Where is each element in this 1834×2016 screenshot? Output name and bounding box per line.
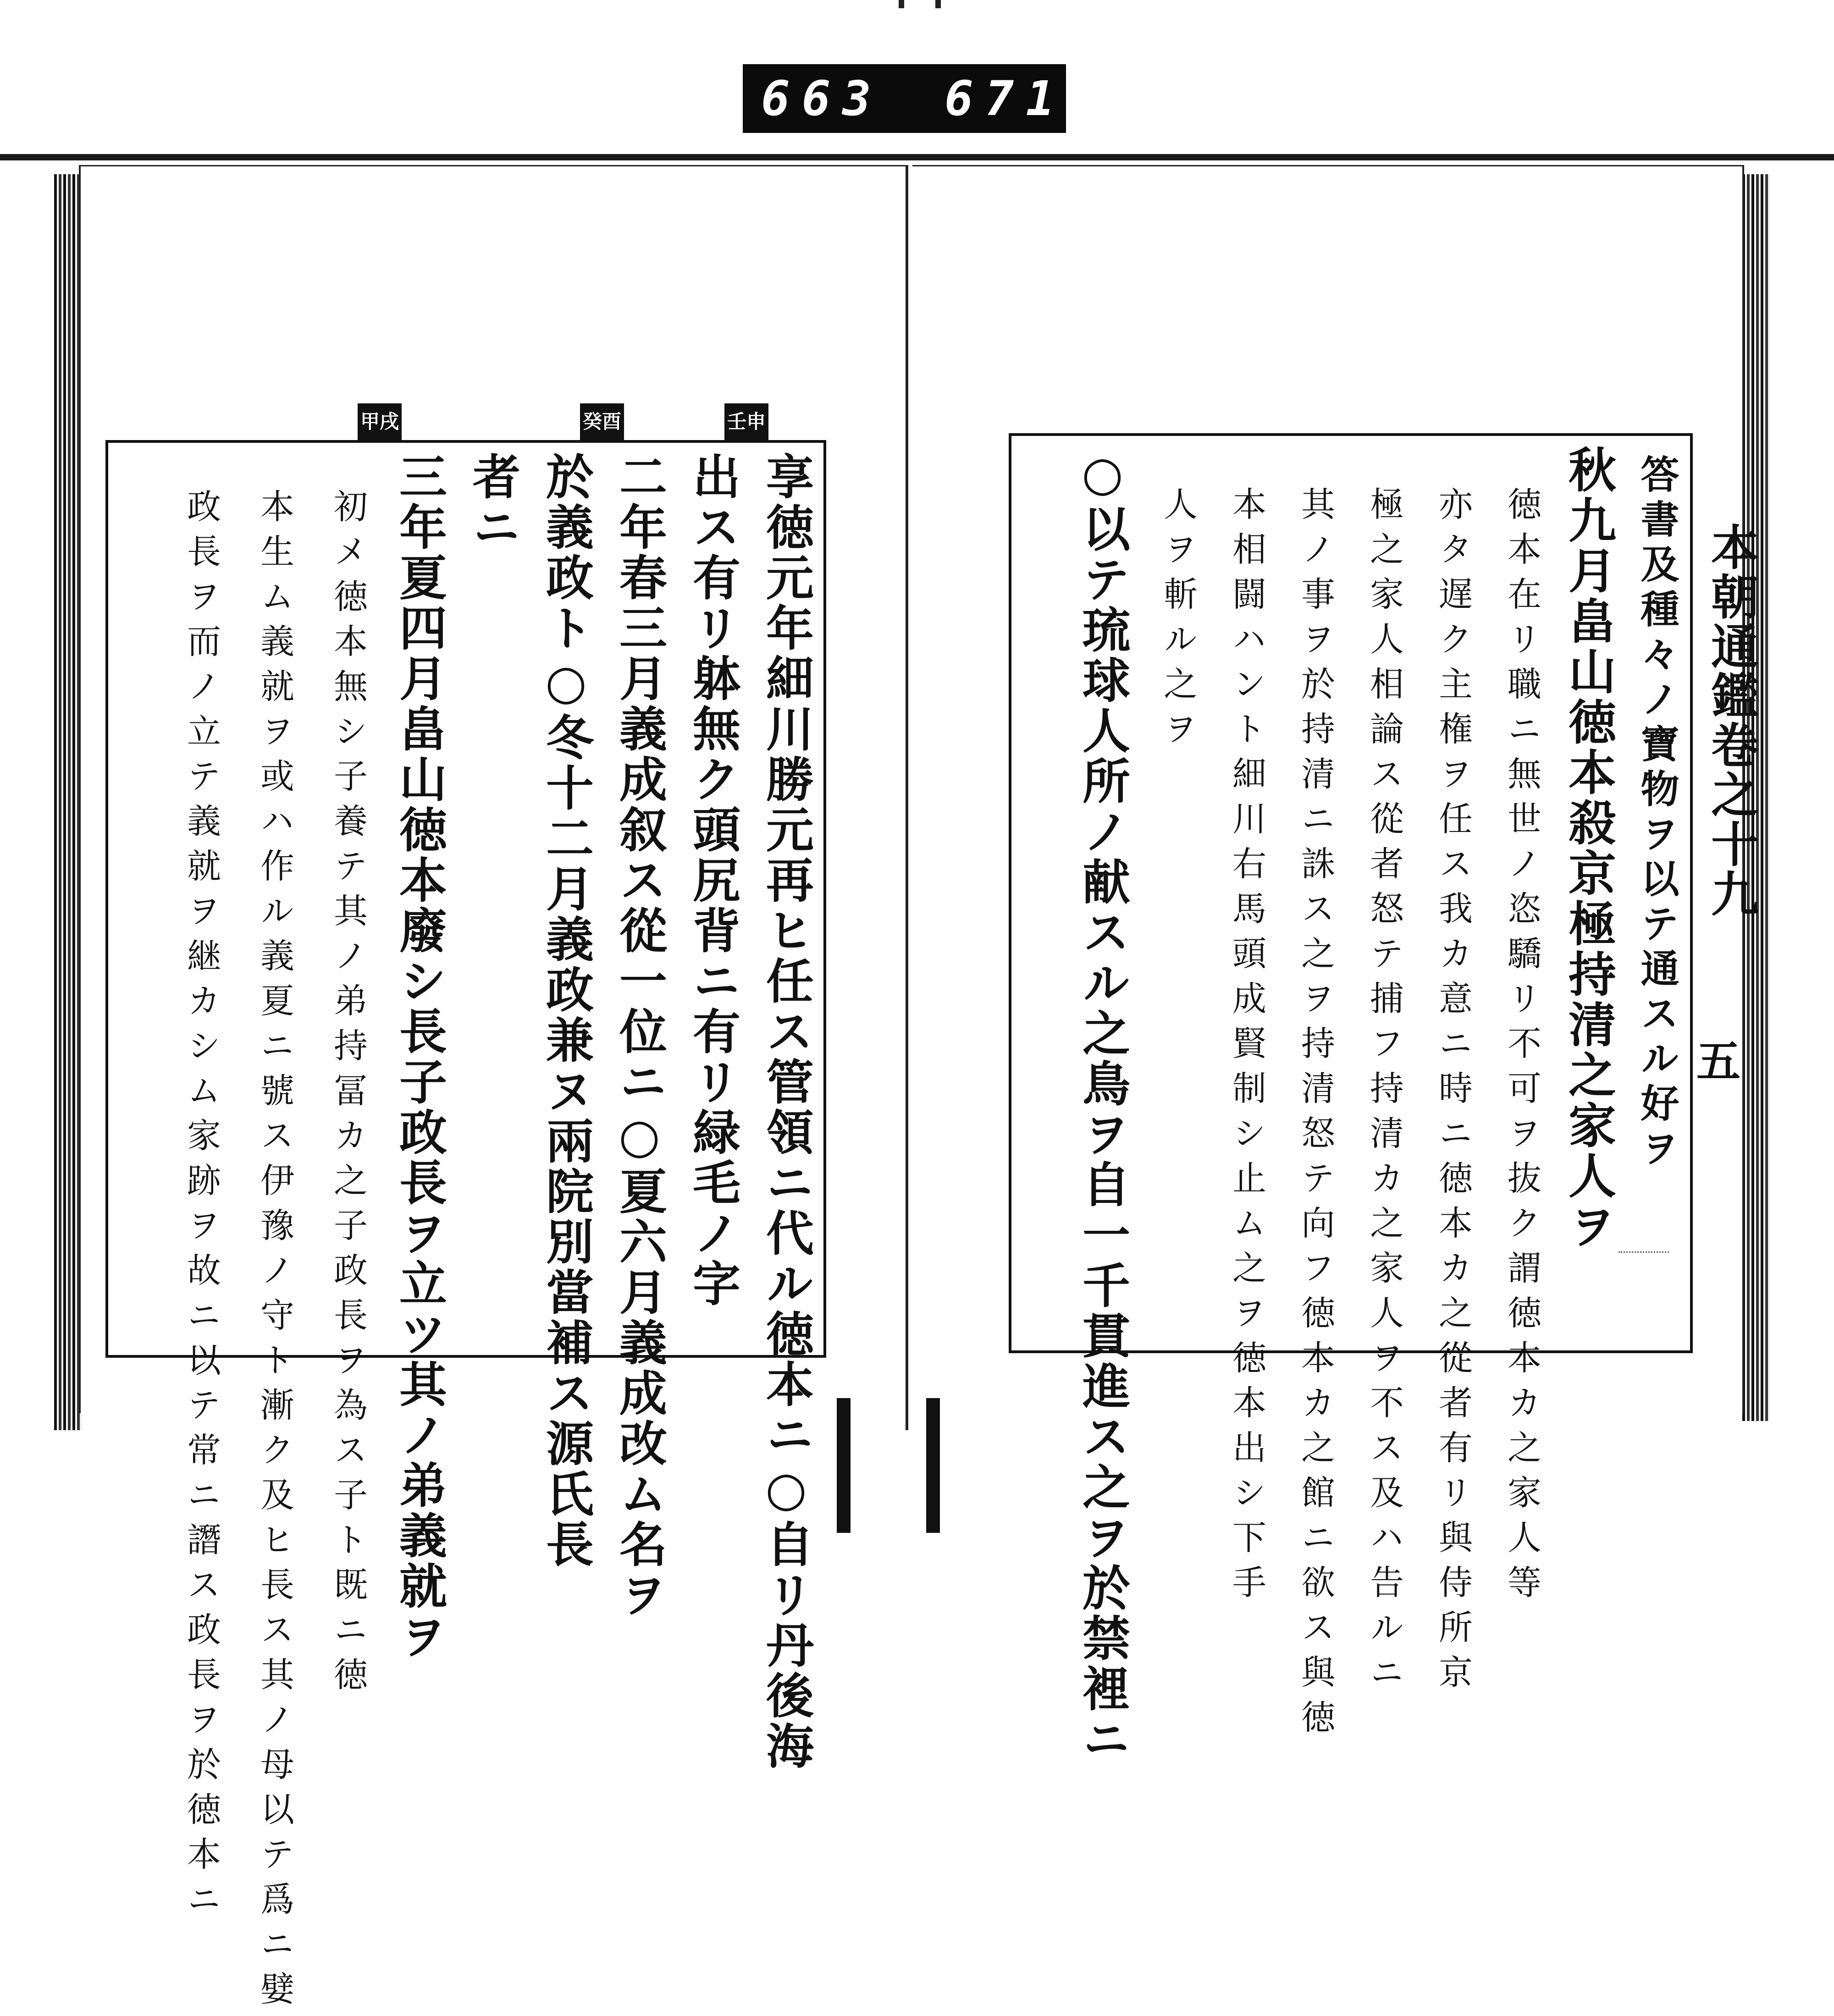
text-column: 出ス有リ躰無ク頭尻背ニ有リ緑毛ノ字 [685,452,741,1309]
library-stamp [1619,1228,1669,1253]
text-column: 本相闘ハント細川右馬頭成賢制シ止ム之ヲ徳本出シ下手 [1227,486,1266,1609]
text-column: 二年春三月義成叙ス從一位ニ○夏六月義成改ム名ヲ [611,452,668,1620]
binding-shadow [926,1398,940,1533]
text-column: 本生ム義就ヲ或ハ作ル義夏ニ號ス伊豫ノ守ト漸ク及ヒ長ス其ノ母以テ爲ニ嬖 [255,489,294,2016]
top-cut-mark [935,0,941,8]
text-column: 者ニ [464,452,521,553]
text-column: 其ノ事ヲ於持清ニ誅ス之ヲ持清怒テ向フ徳本カ之館ニ欲ス與徳 [1296,486,1335,1744]
text-column: ○以テ琉球人所ノ献スル之鳥ヲ自一千貫進ス之ヲ於禁裡ニ [1074,445,1131,1765]
text-column: 亦タ遅ク主権ヲ任ス我カ意ニ時ニ徳本カ之從者有リ與侍所京 [1433,486,1473,1699]
text-column: 初メ徳本無シ子養テ其ノ弟持冨カ之子政長ヲ為ス子ト既ニ徳 [328,489,368,1702]
text-column: 極之家人相論ス從者怒テ捕フ持清カ之家人ヲ不ス及ハ告ルニ [1364,486,1404,1699]
frame-number-left: 663 [761,71,883,127]
text-column: 答書及種々ノ寶物ヲ以テ通スル好ヲ [1635,454,1680,1173]
right-text-block [1009,433,1693,1765]
page-gutter [906,165,908,1430]
top-cut-mark [899,0,904,8]
frame-number-strip [743,64,1107,133]
text-column: 政長ヲ而ノ立テ義就ヲ継カシム家跡ヲ故ニ以テ常ニ譖ス政長ヲ於徳本ニ [182,489,221,1926]
running-header: 本朝通鑑卷之十九 [1703,523,1759,919]
year-tab: 壬申 [724,403,768,440]
text-column: 享徳元年細川勝元再ヒ任ス管領ニ代ル徳本ニ○自リ丹後海 [758,452,814,1772]
year-tab: 癸酉 [580,403,624,440]
text-column: 秋九月畠山徳本殺京極持清之家人ヲ [1560,445,1617,1252]
text-column: 人ヲ斬ル之ヲ [1158,486,1198,756]
year-tab: 甲戌 [358,403,402,440]
page-number: 五 [1696,1036,1740,1087]
left-book-edge [54,174,82,1430]
binding-shadow [837,1398,851,1533]
top-edge [0,154,1834,160]
text-column: 於義政ト○冬十二月義政兼ヌ兩院別當補ス源氏長 [538,452,594,1570]
text-column: 三年夏四月畠山徳本廢シ長子政長ヲ立ツ其ノ弟義就ヲ [391,452,447,1662]
frame-number-right: 671. [945,71,1107,127]
text-column: 徳本在リ職ニ無世ノ恣驕リ不可ヲ抜ク謂徳本カ之家人等 [1502,486,1541,1609]
left-text-block [105,440,826,2016]
